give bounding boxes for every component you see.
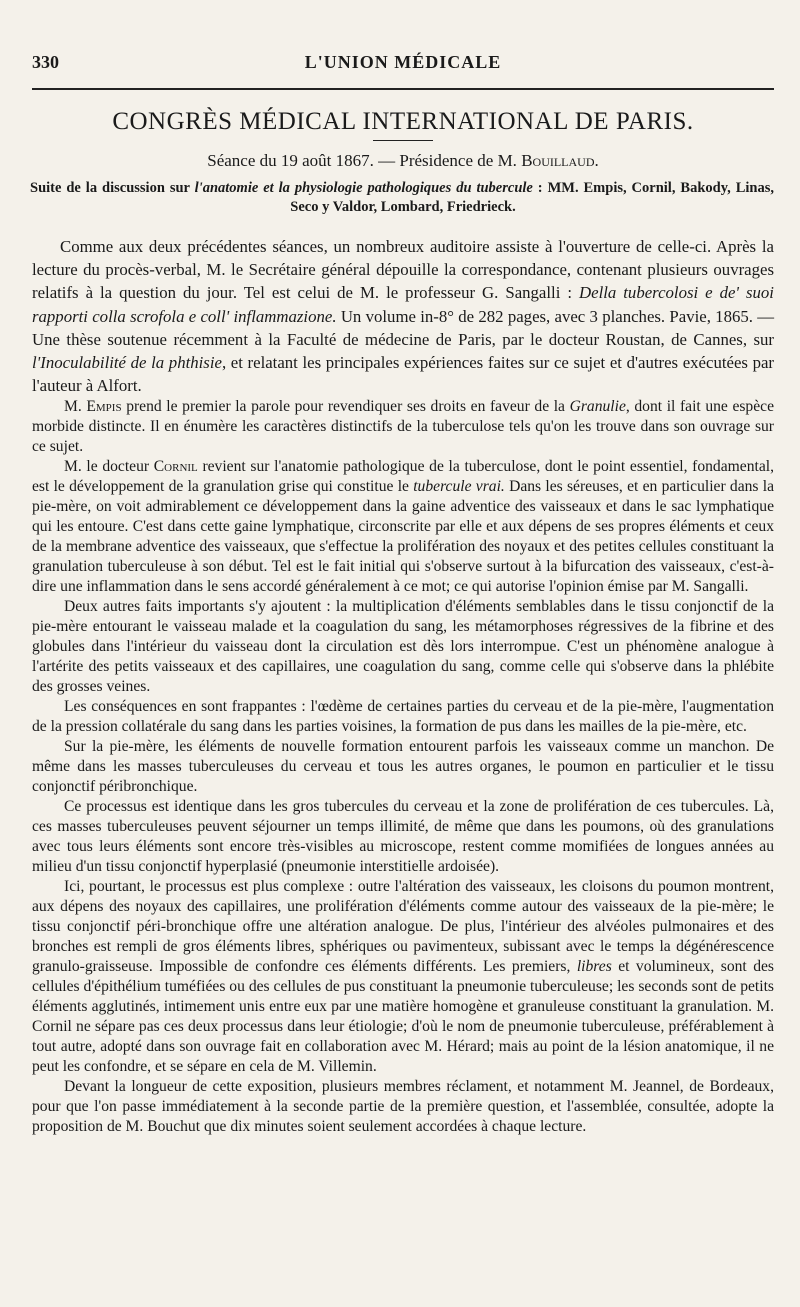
paragraph-8-c: et volumineux, sont des cellules d'épithélium tuméfiées ou des cellules de pus constituant la pneumonie tuberculeuse; les seconds sont de petits éléments agglutinés, intimement unis entre eux par une matière homogène et granuleuse constituant la granulation. M. Cornil ne sépare pas ces deux processus dans leur étiologie; d'où le nom de pneumonie tuberculeuse, préférablement à tout autre, adopté dans son ouvrage fait en collaboration avec M. Hérard; mais au point de la lésion anatomique, il ne peut les confondre, et se sépare en cela de M. Villemin. [32,958,774,1076]
paragraph-7: Ce processus est identique dans les gros tubercules du cerveau et la zone de prolifération de ces tubercules. Là, ces masses tuberculeuses peuvent séjourner un temps illimité, de même que dans les poumons, où des granulations avec tous leurs éléments sont encore très-visibles au microscope, restent comme momifiées de longues années au milieu d'un tissu conjonctif hyperplasié (pneumonie interstitielle ardoisée). [32,798,774,876]
discussion-summary [32,179,774,217]
paragraph-4: Deux autres faits importants s'y ajoutent : la multiplication d'éléments semblables dans le tissu conjonctif de la pie-mère entourant le vaisseau malade et la coagulation du sang, les métamorphoses régressives de la fibrine et des globules dans l'intérieur du vaisseau dont la circulation est dès lors interrompue. C'est un phénomène analogue à l'artérite des petits vaisseaux et des capillaires, une coagulation du sang, comme celle qui s'observe dans la phlébite des grosses veines. [32,598,774,696]
journal-title: L'UNION MÉDICALE [304,52,502,72]
summary-topic: l'anatomie et la physiologie pathologiques du tubercule [194,180,533,196]
article-body [32,235,774,1137]
paragraph-1-c: Un volume in-8° de 282 pages, avec 3 planches. Pavie, 1865. — Une thèse soutenue récemment à la Faculté de médecine de Paris, par le docteur Roustan, de Cannes, sur [32,306,774,349]
paragraph-2-d: , dont il fait une espèce morbide distincte. Il en énumère les caractères distinctifs de la tuberculose tels qu'on les trouve dans son ouvrage sur ce sujet. [32,398,774,456]
paragraph-3-a: M. le docteur [64,458,154,476]
paragraph-8-term: libres [576,958,612,976]
session-suffix: . [594,151,599,170]
running-header [32,52,774,90]
paragraph-1-thesis-title: l'Inoculabilité de la phthisie [32,353,222,373]
paragraph-5: Les conséquences en sont frappantes : l'œdème de certaines parties du cerveau et de la pie-mère, l'augmentation de la pression collatérale du sang dans les parties voisines, la formation de pus dans les mailles de la pie-mère, etc. [32,698,774,736]
session-line [32,151,774,171]
paragraph-9: Devant la longueur de cette exposition, plusieurs membres réclament, et notamment M. Jeannel, de Bordeaux, pour que l'on passe immédiatement à la seconde partie de la première question, et l'assemblée, consultée, adopte la proposition de M. Bouchut que dix minutes soient seulement accordées à chaque lecture. [32,1078,774,1136]
paragraph-2-a: M. [64,398,87,416]
title-rule [373,140,433,141]
paragraph-3 [32,457,774,597]
paragraph-1-book-title: Della tubercolosi e de' suoi rapporti colla scrofola e coll' inflammazione. [32,283,774,326]
session-president: Bouillaud [521,151,595,170]
paragraph-3-speaker: Cornil [153,458,198,476]
paragraph-1 [32,235,774,397]
summary-suffix: : MM. Empis, Cornil, Bakody, Linas, Seco y Valdor, Lombard, Friedrieck. [290,180,775,215]
paragraph-2-term: Granulie [569,398,626,416]
paragraph-3-d: Dans les séreuses, et en particulier dans la pie-mère, on voit admirablement ce développement dans la gaine adventice des vaisseaux et dans le sac lymphatique qui les entoure. C'est dans cette gaine lymphatique, circonscrite par elle et aux dépens de ses propres éléments et ceux de la membrane adventice des vaisseaux, que s'effectue la prolifération des noyaux et des petites cellules constituant la granulation tuberculeuse à son début. Tel est le fait initial qui s'observe surtout à la bifurcation des vaisseaux, c'est-à-dire une inflammation dans le sens accordé généralement à ce mot; ce qui autorise l'opinion émise par M. Sangalli. [32,478,774,596]
paragraph-8-a: Ici, pourtant, le processus est plus complexe : outre l'altération des vaisseaux, les cloisons du poumon montrent, aux dépens des noyaux des capillaires, une prolifération d'éléments comme autour des vaisseaux de la pie-mère; le tissu conjonctif péri-bronchique offre une altération analogue. De plus, l'intérieur des alvéoles pulmonaires et des bronches est rempli de gros éléments libres, sphériques ou pavimenteux, subissant avec le temps la dégénérescence granulo-graisseuse. Impossible de confondre ces éléments différents. Les premiers, [32,878,774,976]
section-title: CONGRÈS MÉDICAL INTERNATIONAL DE PARIS. [112,108,694,135]
summary-prefix: Suite de la discussion sur [30,180,195,196]
paragraph-3-b: revient sur l'anatomie pathologique de la tuberculose, dont le point essentiel, fondamental, est le développement de la granulation grise qui constitue le [32,458,774,496]
paragraph-3-term: tubercule vrai. [413,478,505,496]
page-number: 330 [32,52,59,72]
session-prefix: Séance du 19 août 1867. — Présidence de M. [207,151,522,170]
paragraph-8 [32,877,774,1077]
paragraph-1-a: Comme aux deux précédentes séances, un nombreux auditoire assiste à l'ouverture de celle-ci. Après la lecture du procès-verbal, M. le Secrétaire général dépouille la correspondance, contenant plusieurs ouvrages relatifs à la question du jour. Tel est celui de M. le professeur G. Sangalli : [32,237,774,303]
paragraph-2-b: prend le premier la parole pour revendiquer ses droits en faveur de la [121,398,570,416]
paragraph-2 [32,397,774,457]
paragraph-2-speaker: Empis [86,398,122,416]
paragraph-1-e: , et relatant les principales expériences faites sur ce sujet et d'autres exécutées par l'auteur à Alfort. [32,353,774,396]
paragraph-6: Sur la pie-mère, les éléments de nouvelle formation entourent parfois les vaisseaux comme un manchon. De même dans les masses tuberculeuses du cerveau et tous les autres organes, le poumon en particulier et le tissu conjonctif péribronchique. [32,738,774,796]
